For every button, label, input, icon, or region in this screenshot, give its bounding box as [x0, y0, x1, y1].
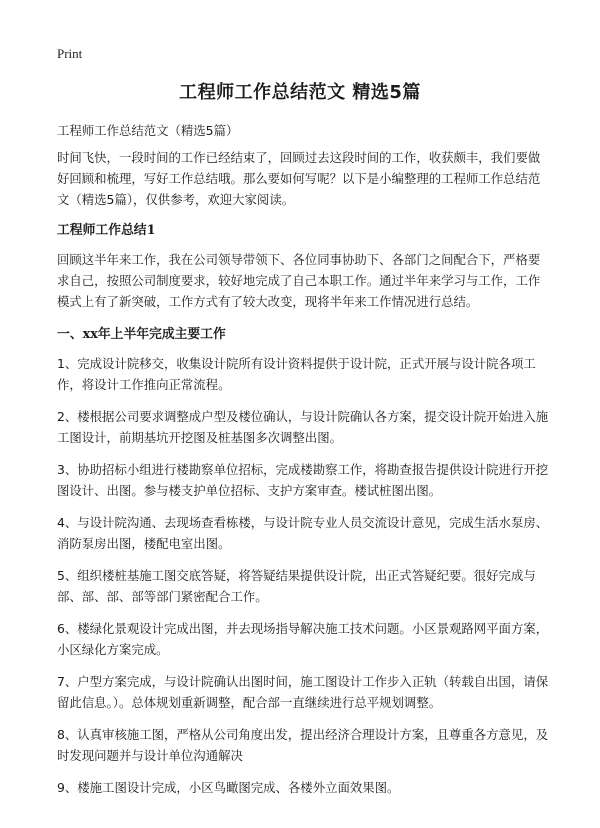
- list-item: 6、楼绿化景观设计完成出图，并去现场指导解决施工技术问题。小区景观路网平面方案，小区绿化方案完成。: [57, 621, 549, 657]
- print-link[interactable]: Print: [57, 46, 83, 61]
- list-item: 7、户型方案完成，与设计院确认出图时间，施工图设计工作步入正轨（转载自出国，请保留此信息。）。总体规划重新调整，配合部一直继续进行总平规划调整。: [57, 674, 549, 710]
- list-item: 2、楼根据公司要求调整成户型及楼位确认，与设计院确认各方案，提交设计院开始进入施工图设计，前期基坑开挖图及桩基图多次调整出图。: [57, 409, 549, 445]
- list-item: 3、协助招标小组进行楼勘察单位招标，完成楼勘察工作，将勘查报告提供设计院进行开挖图设计、出图。参与楼支护单位招标、支护方案审查。楼试桩图出图。: [57, 462, 549, 498]
- list-item: 5、组织楼桩基施工图交底答疑，将答疑结果提供设计院，出正式答疑纪要。很好完成与部、部、部、部等部门紧密配合工作。: [57, 568, 536, 604]
- list-item: 9、楼施工图设计完成，小区鸟瞰图完成、各楼外立面效果图。: [57, 780, 400, 795]
- list-item: 1、完成设计院移交，收集设计院所有设计资料提供于设计院，正式开展与设计院各项工作，将设计工作推向正常流程。: [57, 356, 536, 392]
- section-paragraph: 回顾这半年来工作，我在公司领导带领下、各位同事协助下、各部门之间配合下，严格要求自己，按照公司制度要求，较好地完成了自己本职工作。通过半年来学习与工作，工作模式上有了新突破，工作方式有了较大改变，现将半年来工作情况进行总结。: [57, 252, 541, 309]
- intro-paragraph: 时间飞快，一段时间的工作已经结束了，回顾过去这段时间的工作，收获颇丰，我们要做好回顾和梳理，写好工作总结哦。那么要如何写呢？以下是小编整理的工程师工作总结范文（精选5篇），仅供参考，欢迎大家阅读。: [57, 150, 541, 207]
- document-body: [57, 120, 551, 809]
- section-heading: 工程师工作总结1: [57, 223, 156, 238]
- list-item: 8、认真审核施工图，严格从公司角度出发，提出经济合理设计方案，且尊重各方意见，及时发现问题并与设计单位沟通解决: [57, 727, 549, 763]
- list-item: 4、与设计院沟通、去现场查看栋楼，与设计院专业人员交流设计意见，完成生活水泵房、消防泵房出图，楼配电室出图。: [57, 515, 549, 551]
- document-title: 工程师工作总结范文 精选5篇: [179, 82, 421, 103]
- document-subtitle: 工程师工作总结范文（精选5篇）: [57, 123, 239, 138]
- subsection-heading: 一、xx年上半年完成主要工作: [57, 327, 226, 342]
